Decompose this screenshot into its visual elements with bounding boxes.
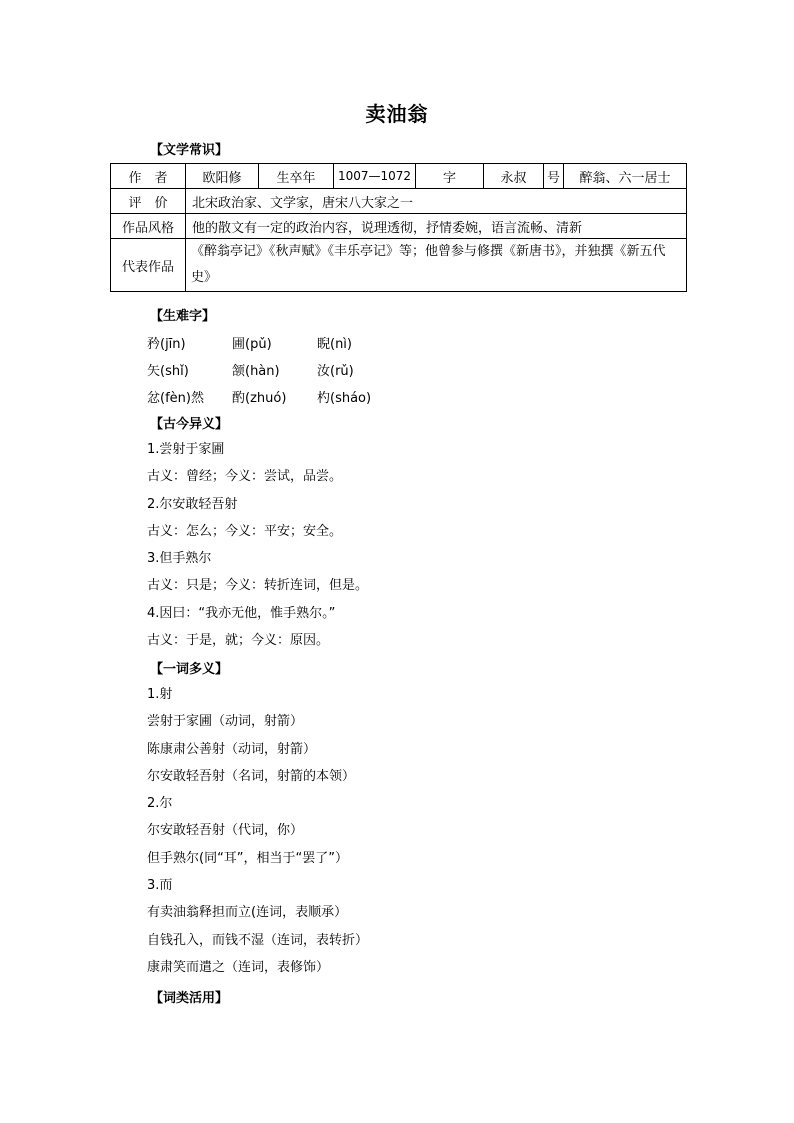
table-cell: 醉翁、六一居士: [564, 164, 687, 189]
list-item: 尔安敢轻吾射（代词，你）: [147, 823, 304, 839]
list-item: 有卖油翁释担而立(连词，表顺承）: [147, 905, 348, 921]
table-cell: 作品风格: [111, 214, 186, 239]
rare-char: 汝(rǔ): [317, 364, 354, 379]
table-cell: 代表作品: [111, 239, 186, 292]
rare-char: 矢(shǐ): [147, 364, 189, 379]
list-item: 尔安敢轻吾射（名词，射箭的本领）: [147, 768, 356, 784]
table-row: [111, 239, 687, 292]
table-cell: 作 者: [111, 164, 186, 189]
rare-char: 忿(fèn)然: [147, 391, 204, 406]
list-item: 2.尔安敢轻吾射: [147, 496, 238, 512]
list-item: 但手熟尔(同“耳”，相当于“罢了”）: [147, 850, 349, 866]
list-item: 古义：曾经；今义：尝试，品尝。: [147, 469, 343, 485]
rare-char: 酌(zhuó): [232, 391, 287, 406]
table-cell: 1007—1072: [334, 164, 416, 189]
rare-char-row: [147, 387, 371, 406]
list-item: 陈康肃公善射（动词，射箭）: [147, 741, 317, 757]
rare-char: 杓(sháo): [317, 391, 372, 406]
list-item: 4.因曰：“我亦无他，惟手熟尔。”: [147, 605, 336, 621]
list-item: 1.射: [147, 687, 173, 702]
list-item: 古义：怎么；今义：平安；安全。: [147, 523, 343, 539]
rare-char: 睨(nì): [317, 337, 352, 352]
list-item: 3.但手熟尔: [147, 551, 212, 567]
rare-char-row: [147, 360, 354, 379]
list-item: 3.而: [147, 878, 173, 894]
table-cell: 永叔: [484, 164, 544, 189]
rare-char: 矜(jīn): [147, 337, 186, 352]
rare-char-row: [147, 333, 352, 352]
table-cell: 北宋政治家、文学家，唐宋八大家之一: [186, 189, 687, 214]
ancient-modern-list: [147, 436, 707, 654]
table-row: [111, 189, 687, 214]
list-item: 2.尔: [147, 796, 173, 812]
polysemy-list: [147, 681, 707, 981]
list-item: 自钱孔入，而钱不湿（连词，表转折）: [147, 932, 369, 948]
table-cell: 号: [544, 164, 564, 189]
rare-char: 圃(pǔ): [232, 337, 272, 352]
page-title: 卖油翁: [365, 102, 429, 126]
table-cell: 评 价: [111, 189, 186, 214]
table-cell: 欧阳修: [186, 164, 259, 189]
list-item: 1.尝射于家圃: [147, 442, 225, 457]
table-row: [111, 214, 687, 239]
section-heading-literary: 【文学常识】: [150, 143, 229, 158]
section-heading-ancient-modern: 【古今异义】: [150, 417, 229, 432]
table-cell: 他的散文有一定的政治内容，说理透彻，抒情委婉，语言流畅、清新: [186, 214, 687, 239]
list-item: 尝射于家圃（动词，射箭）: [147, 714, 304, 730]
table-row: [111, 164, 687, 189]
section-heading-word-class: 【词类活用】: [150, 991, 229, 1006]
list-item: 康肃笑而遣之（连词，表修饰）: [147, 959, 330, 975]
section-heading-rare-chars: 【生难字】: [150, 309, 216, 324]
table-cell: 《醉翁亭记》《秋声赋》《丰乐亭记》等；他曾参与修撰《新唐书》，并独撰《新五代史》: [186, 239, 687, 292]
author-info-table: [110, 163, 687, 292]
table-cell: 字: [416, 164, 484, 189]
list-item: 古义：只是；今义：转折连词，但是。: [147, 578, 369, 594]
section-heading-polysemy: 【一词多义】: [150, 662, 229, 677]
table-cell: 生卒年: [259, 164, 334, 189]
rare-char: 颔(hàn): [232, 364, 280, 379]
list-item: 古义：于是，就；今义：原因。: [147, 633, 330, 649]
